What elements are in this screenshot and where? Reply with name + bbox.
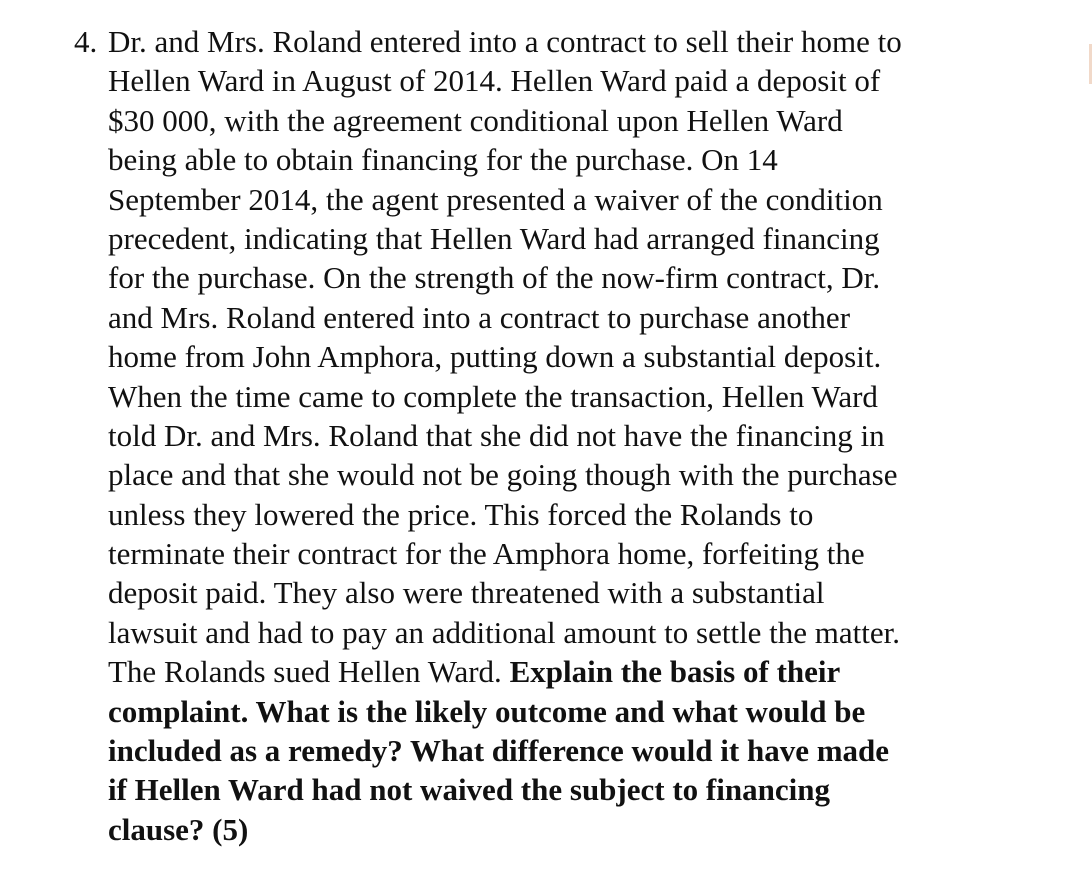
question-line: deposit paid. They also were threatened with a substantial bbox=[108, 575, 825, 611]
question-line: terminate their contract for the Amphora home, forfeiting the bbox=[108, 536, 865, 572]
question-line: Dr. and Mrs. Roland entered into a contract to sell their home to bbox=[108, 24, 902, 59]
question-line: for the purchase. On the strength of the now-firm contract, Dr. bbox=[108, 260, 881, 296]
question-prompt-line: if Hellen Ward had not waived the subject to financing bbox=[108, 772, 830, 808]
question-line: When the time came to complete the transaction, Hellen Ward bbox=[108, 378, 878, 414]
question-prompt-line: complaint. What is the likely outcome and what would be bbox=[108, 693, 866, 729]
question-prompt-line: included as a remedy? What difference would it have made bbox=[108, 733, 890, 769]
question-line: and Mrs. Roland entered into a contract to purchase another bbox=[108, 299, 851, 335]
question-prompt-line: clause? (5) bbox=[108, 811, 249, 847]
question-line: September 2014, the agent presented a waiver of the condition bbox=[108, 181, 883, 217]
question-line: unless they lowered the price. This forced the Rolands to bbox=[108, 496, 814, 532]
question-line-mixed bbox=[108, 652, 988, 691]
question-text bbox=[108, 22, 988, 849]
question-number: 4. bbox=[74, 24, 98, 59]
question-line: precedent, indicating that Hellen Ward had arranged financing bbox=[108, 220, 880, 256]
question-line: lawsuit and had to pay an additional amount to settle the matter. bbox=[108, 614, 901, 650]
question-line-regular-part: The Rolands sued Hellen Ward. bbox=[108, 654, 510, 690]
question-line: told Dr. and Mrs. Roland that she did not have the financing in bbox=[108, 417, 885, 453]
question-line-bold-part: Explain the basis of their bbox=[509, 654, 841, 690]
question-line: being able to obtain financing for the purchase. On 14 bbox=[108, 142, 778, 178]
question-line: Hellen Ward in August of 2014. Hellen Ward paid a deposit of bbox=[108, 63, 881, 99]
question-line: home from John Amphora, putting down a substantial deposit. bbox=[108, 339, 882, 375]
question-line: place and that she would not be going though with the purchase bbox=[108, 457, 898, 493]
question-line: $30 000, with the agreement conditional upon Hellen Ward bbox=[108, 102, 843, 138]
